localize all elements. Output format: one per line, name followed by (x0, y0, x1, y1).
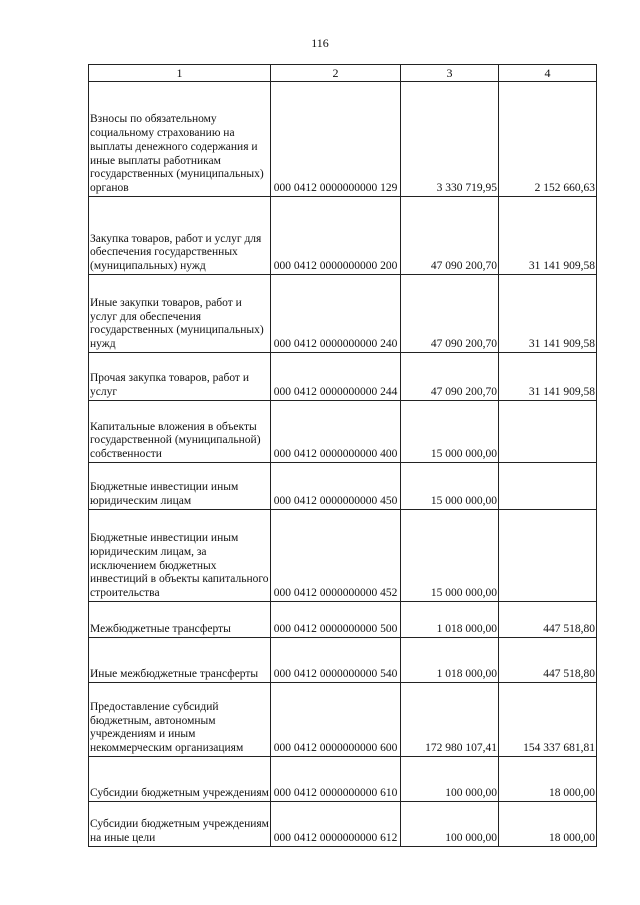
row-col4-value: 447 518,80 (499, 638, 597, 683)
row-col4-value (499, 401, 597, 463)
row-code: 000 0412 0000000000 600 (271, 683, 401, 757)
table-row (89, 197, 597, 275)
row-col4-value: 18 000,00 (499, 802, 597, 847)
table-row (89, 401, 597, 463)
row-name: Взносы по обязательному социальному страхованию на выплаты денежного содержания и иные выплаты работникам государственных (муниципальных) органов (89, 82, 271, 197)
row-col3-value: 15 000 000,00 (401, 510, 499, 602)
table-row (89, 602, 597, 638)
row-code: 000 0412 0000000000 450 (271, 463, 401, 510)
column-header-3: 3 (401, 65, 499, 82)
row-name: Прочая закупка товаров, работ и услуг (89, 353, 271, 401)
page-number: 116 (311, 36, 329, 50)
budget-table (88, 64, 597, 847)
row-code: 000 0412 0000000000 540 (271, 638, 401, 683)
row-col4-value: 2 152 660,63 (499, 82, 597, 197)
table-row (89, 683, 597, 757)
row-name: Бюджетные инвестиции иным юридическим лицам (89, 463, 271, 510)
row-col3-value: 172 980 107,41 (401, 683, 499, 757)
row-col4-value (499, 463, 597, 510)
row-name: Предоставление субсидий бюджетным, автономным учреждениям и иным некоммерческим организациям (89, 683, 271, 757)
row-code: 000 0412 0000000000 612 (271, 802, 401, 847)
column-header-4: 4 (499, 65, 597, 82)
row-col3-value: 15 000 000,00 (401, 463, 499, 510)
row-code: 000 0412 0000000000 244 (271, 353, 401, 401)
row-col3-value: 1 018 000,00 (401, 638, 499, 683)
row-code: 000 0412 0000000000 129 (271, 82, 401, 197)
row-col3-value: 47 090 200,70 (401, 275, 499, 353)
row-col4-value: 18 000,00 (499, 757, 597, 802)
header-row (89, 65, 597, 82)
row-code: 000 0412 0000000000 610 (271, 757, 401, 802)
row-col3-value: 47 090 200,70 (401, 197, 499, 275)
row-col3-value: 47 090 200,70 (401, 353, 499, 401)
row-code: 000 0412 0000000000 400 (271, 401, 401, 463)
row-col3-value: 100 000,00 (401, 802, 499, 847)
row-code: 000 0412 0000000000 500 (271, 602, 401, 638)
row-col4-value: 447 518,80 (499, 602, 597, 638)
row-col3-value: 3 330 719,95 (401, 82, 499, 197)
row-code: 000 0412 0000000000 240 (271, 275, 401, 353)
row-col4-value: 154 337 681,81 (499, 683, 597, 757)
row-code: 000 0412 0000000000 200 (271, 197, 401, 275)
table-row (89, 757, 597, 802)
row-name: Субсидии бюджетным учреждениям на иные цели (89, 802, 271, 847)
row-name: Иные межбюджетные трансферты (89, 638, 271, 683)
table-row (89, 510, 597, 602)
row-col3-value: 1 018 000,00 (401, 602, 499, 638)
table-row (89, 82, 597, 197)
table-row (89, 638, 597, 683)
row-col4-value (499, 510, 597, 602)
table-row (89, 463, 597, 510)
column-header-2: 2 (271, 65, 401, 82)
row-name: Иные закупки товаров, работ и услуг для обеспечения государственных (муниципальных) нужд (89, 275, 271, 353)
row-col4-value: 31 141 909,58 (499, 353, 597, 401)
row-name: Закупка товаров, работ и услуг для обеспечения государственных (муниципальных) нужд (89, 197, 271, 275)
row-name: Субсидии бюджетным учреждениям (89, 757, 271, 802)
row-code: 000 0412 0000000000 452 (271, 510, 401, 602)
row-name: Межбюджетные трансферты (89, 602, 271, 638)
table-row (89, 275, 597, 353)
column-header-1: 1 (89, 65, 271, 82)
row-col3-value: 15 000 000,00 (401, 401, 499, 463)
row-col3-value: 100 000,00 (401, 757, 499, 802)
table-row (89, 802, 597, 847)
row-name: Капитальные вложения в объекты государственной (муниципальной) собственности (89, 401, 271, 463)
table-row (89, 353, 597, 401)
row-col4-value: 31 141 909,58 (499, 275, 597, 353)
row-col4-value: 31 141 909,58 (499, 197, 597, 275)
row-name: Бюджетные инвестиции иным юридическим лицам, за исключением бюджетных инвестиций в объекты капитального строительства (89, 510, 271, 602)
